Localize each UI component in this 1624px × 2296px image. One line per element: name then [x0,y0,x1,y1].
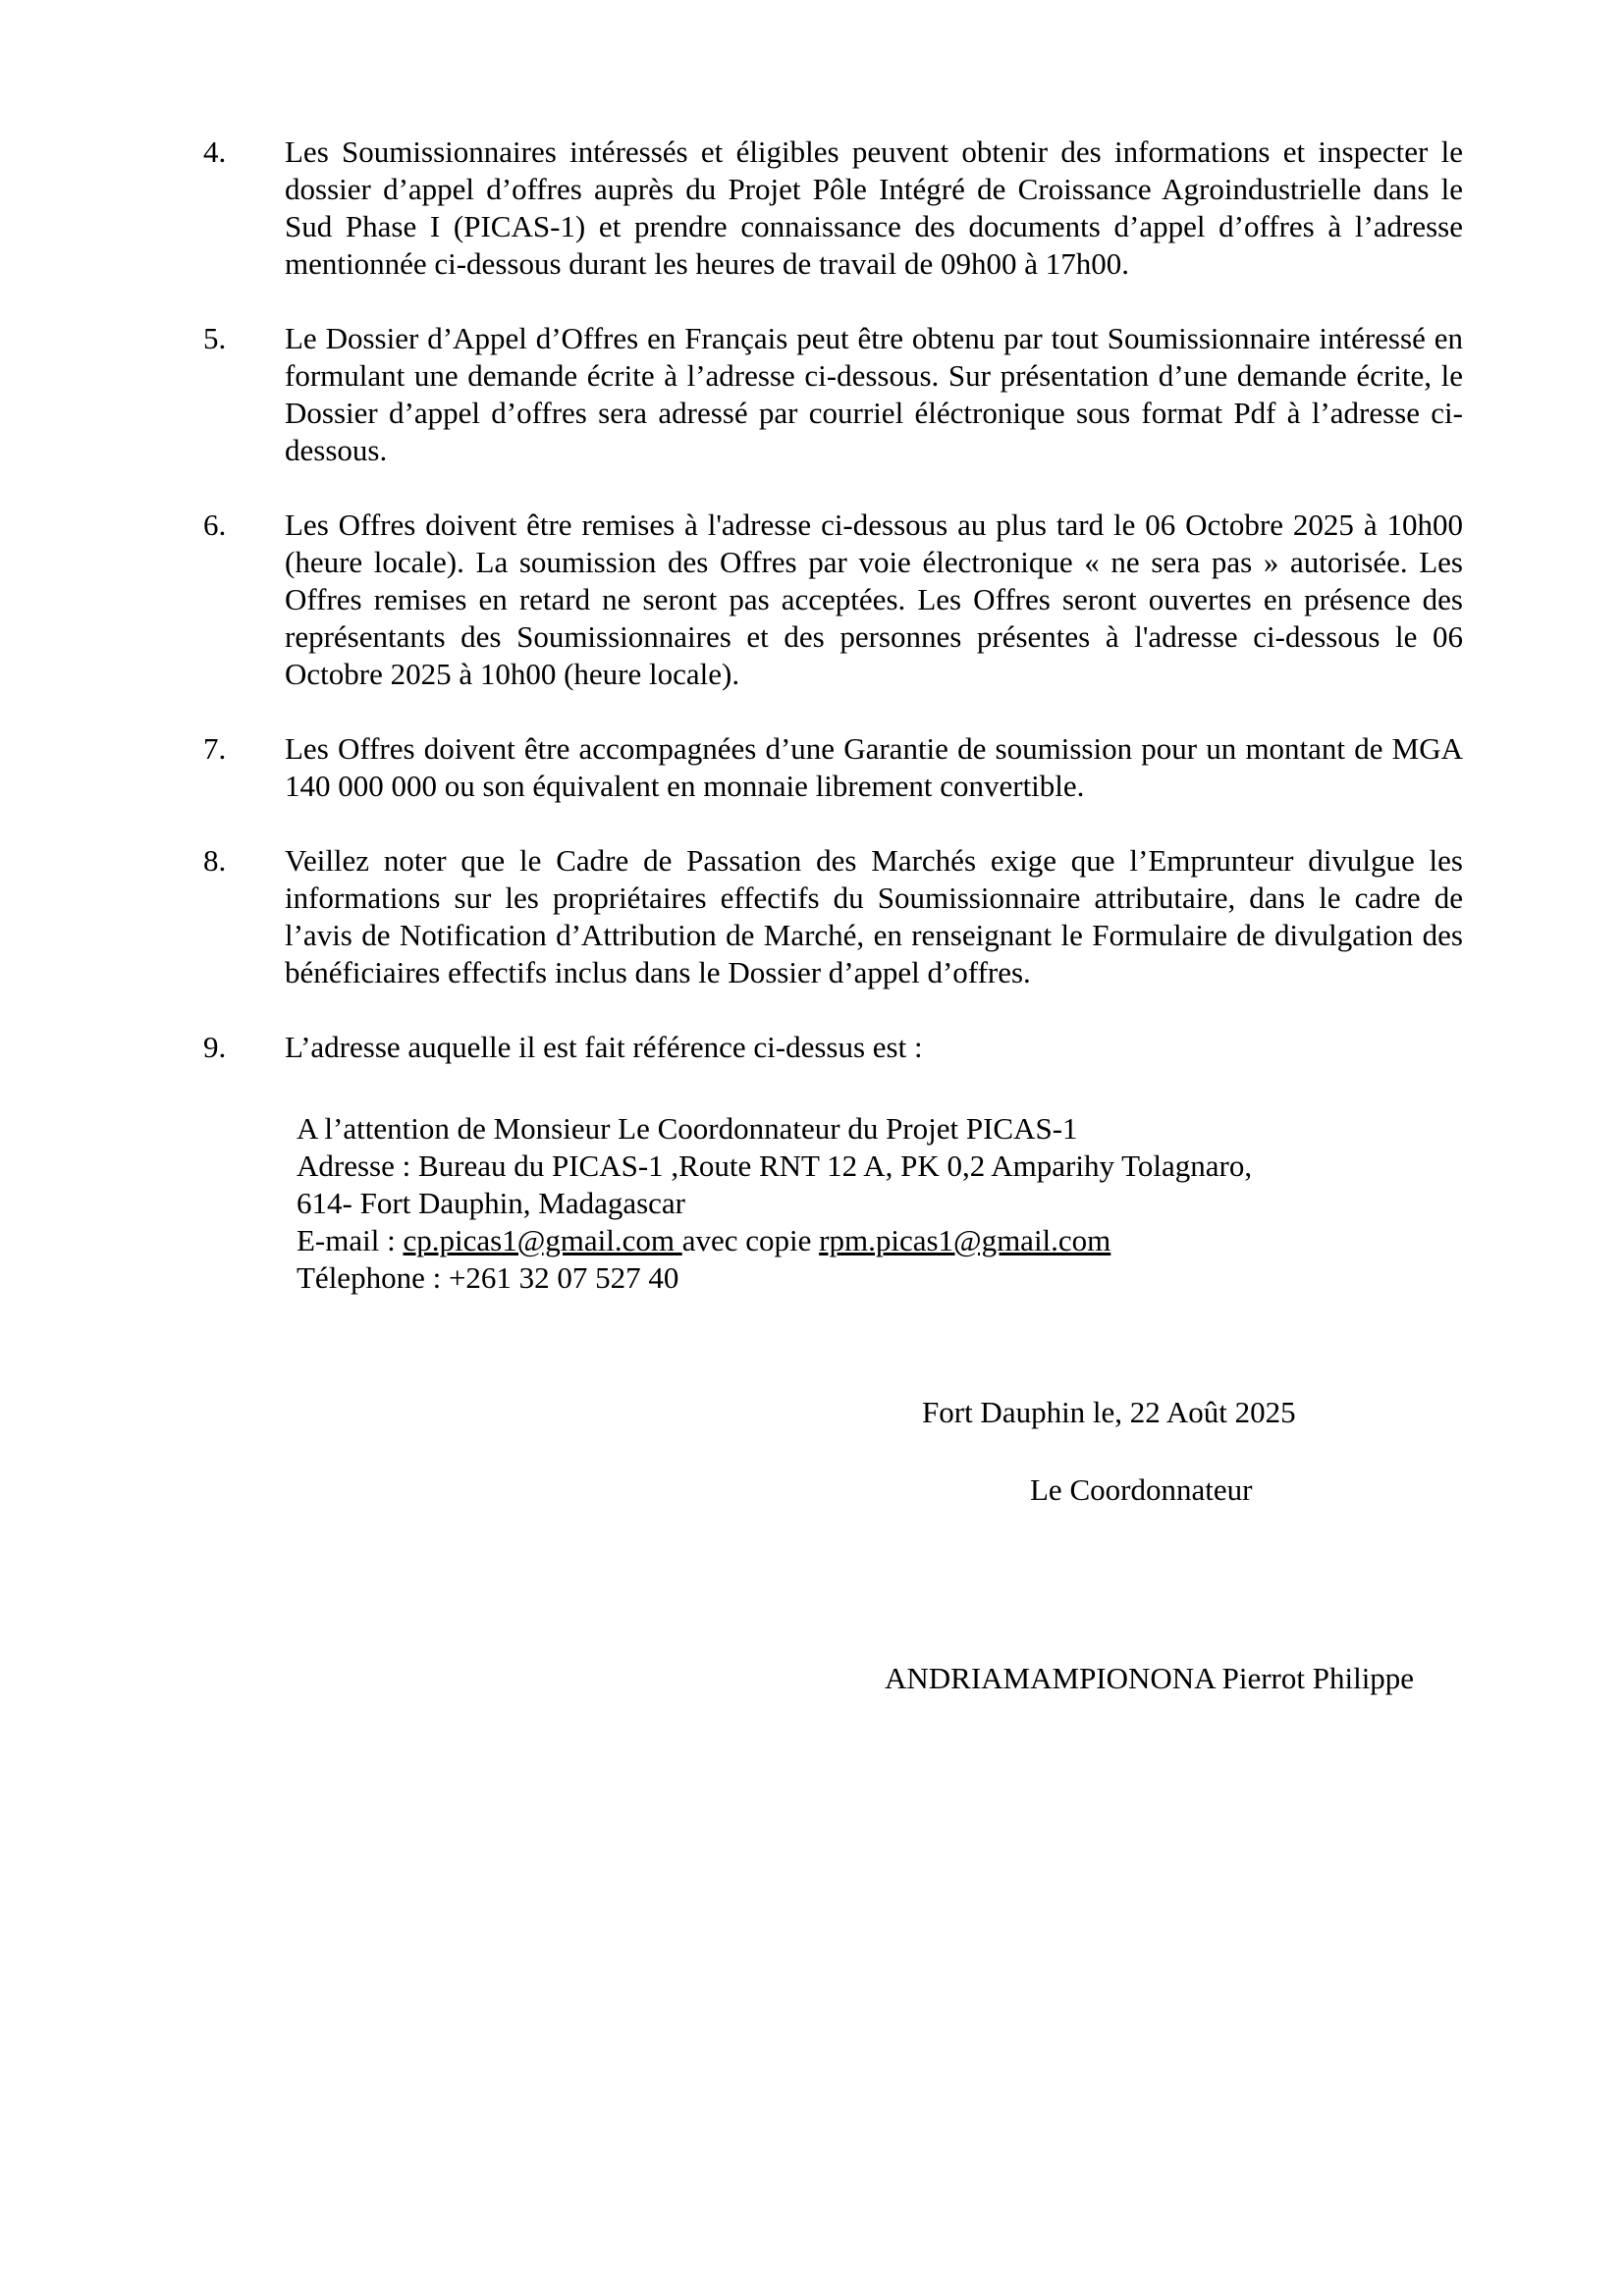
email-primary-link[interactable]: cp.picas1@gmail.com [403,1223,682,1257]
address-city: 614- Fort Dauphin, Madagascar [297,1186,686,1220]
clause-6 [196,507,1463,693]
clause-text: Veillez noter que le Cadre de Passation des Marchés exige que l’Emprunteur divulgue les informations sur les propriétaires effectifs du Soumissionnaire attributaire, dans le cadre de l’avis de Notification d’Attribution de Marché, en renseignant le Formulaire de divulgation des bénéficiaires effectifs inclus dans le Dossier d’appel d’offres. [285,843,1463,989]
clause-4 [196,133,1463,283]
clause-5 [196,320,1463,469]
clause-number: 9. [203,1030,227,1064]
email-label: E-mail : [297,1223,404,1257]
clause-text: Le Dossier d’Appel d’Offres en Français peut être obtenu par tout Soumissionnaire intéressé en formulant une demande écrite à l’adresse ci-dessous. Sur présentation d’une demande écrite, le Dossier d’appel d’offres sera adressé par courriel éléctronique sous format Pdf à l’adresse ci-dessous. [285,321,1463,467]
clause-8 [196,842,1463,991]
address-phone: Télephone : +261 32 07 527 40 [297,1260,679,1295]
clause-number: 4. [203,134,227,169]
clause-text: Les Offres doivent être remises à l'adresse ci-dessous au plus tard le 06 Octobre 2025 à 10h00 (heure locale). La soumission des Offres par voie électronique « ne sera pas » autorisée. Les Offres remises en retard ne seront pas acceptées. Les Offres seront ouvertes en présence des représentants des Soumissionnaires et des personnes présentes à l'adresse ci-dessous le 06 Octobre 2025 à 10h00 (heure locale). [285,507,1463,691]
numbered-clauses [196,133,1463,1103]
address-street: Adresse : Bureau du PICAS-1 ,Route RNT 12 A, PK 0,2 Amparihy Tolagnaro, [297,1148,1253,1183]
clause-text: Les Soumissionnaires intéressés et éligibles peuvent obtenir des informations et inspecter le dossier d’appel d’offres auprès du Projet Pôle Intégré de Croissance Agroindustrielle dans le Sud Phase I (PICAS-1) et prendre connaissance des documents d’appel d’offres à l’adresse mentionnée ci-dessous durant les heures de travail de 09h00 à 17h00. [285,134,1463,281]
address-email-line [297,1222,1252,1259]
address-attention: A l’attention de Monsieur Le Coordonnateur du Projet PICAS-1 [297,1111,1078,1146]
signatory-name: ANDRIAMAMPIONONA Pierrot Philippe [885,1661,1415,1695]
place-and-date: Fort Dauphin le, 22 Août 2025 [922,1395,1296,1429]
clause-text: L’adresse auquelle il est fait référence ci-dessus est : [285,1030,923,1064]
clause-7 [196,730,1463,805]
email-copy-joiner: avec copie [681,1223,820,1257]
signatory-role: Le Coordonnateur [1030,1472,1253,1507]
clause-number: 6. [203,507,227,542]
clause-number: 7. [203,731,227,766]
clause-text: Les Offres doivent être accompagnées d’une Garantie de soumission pour un montant de MGA 140 000 000 ou son équivalent en monnaie librement convertible. [285,731,1463,803]
address-block [297,1110,1252,1297]
clause-number: 5. [203,321,227,355]
clause-9 [196,1029,1463,1066]
email-copy-link[interactable]: rpm.picas1@gmail.com [819,1223,1111,1257]
clause-number: 8. [203,843,227,878]
